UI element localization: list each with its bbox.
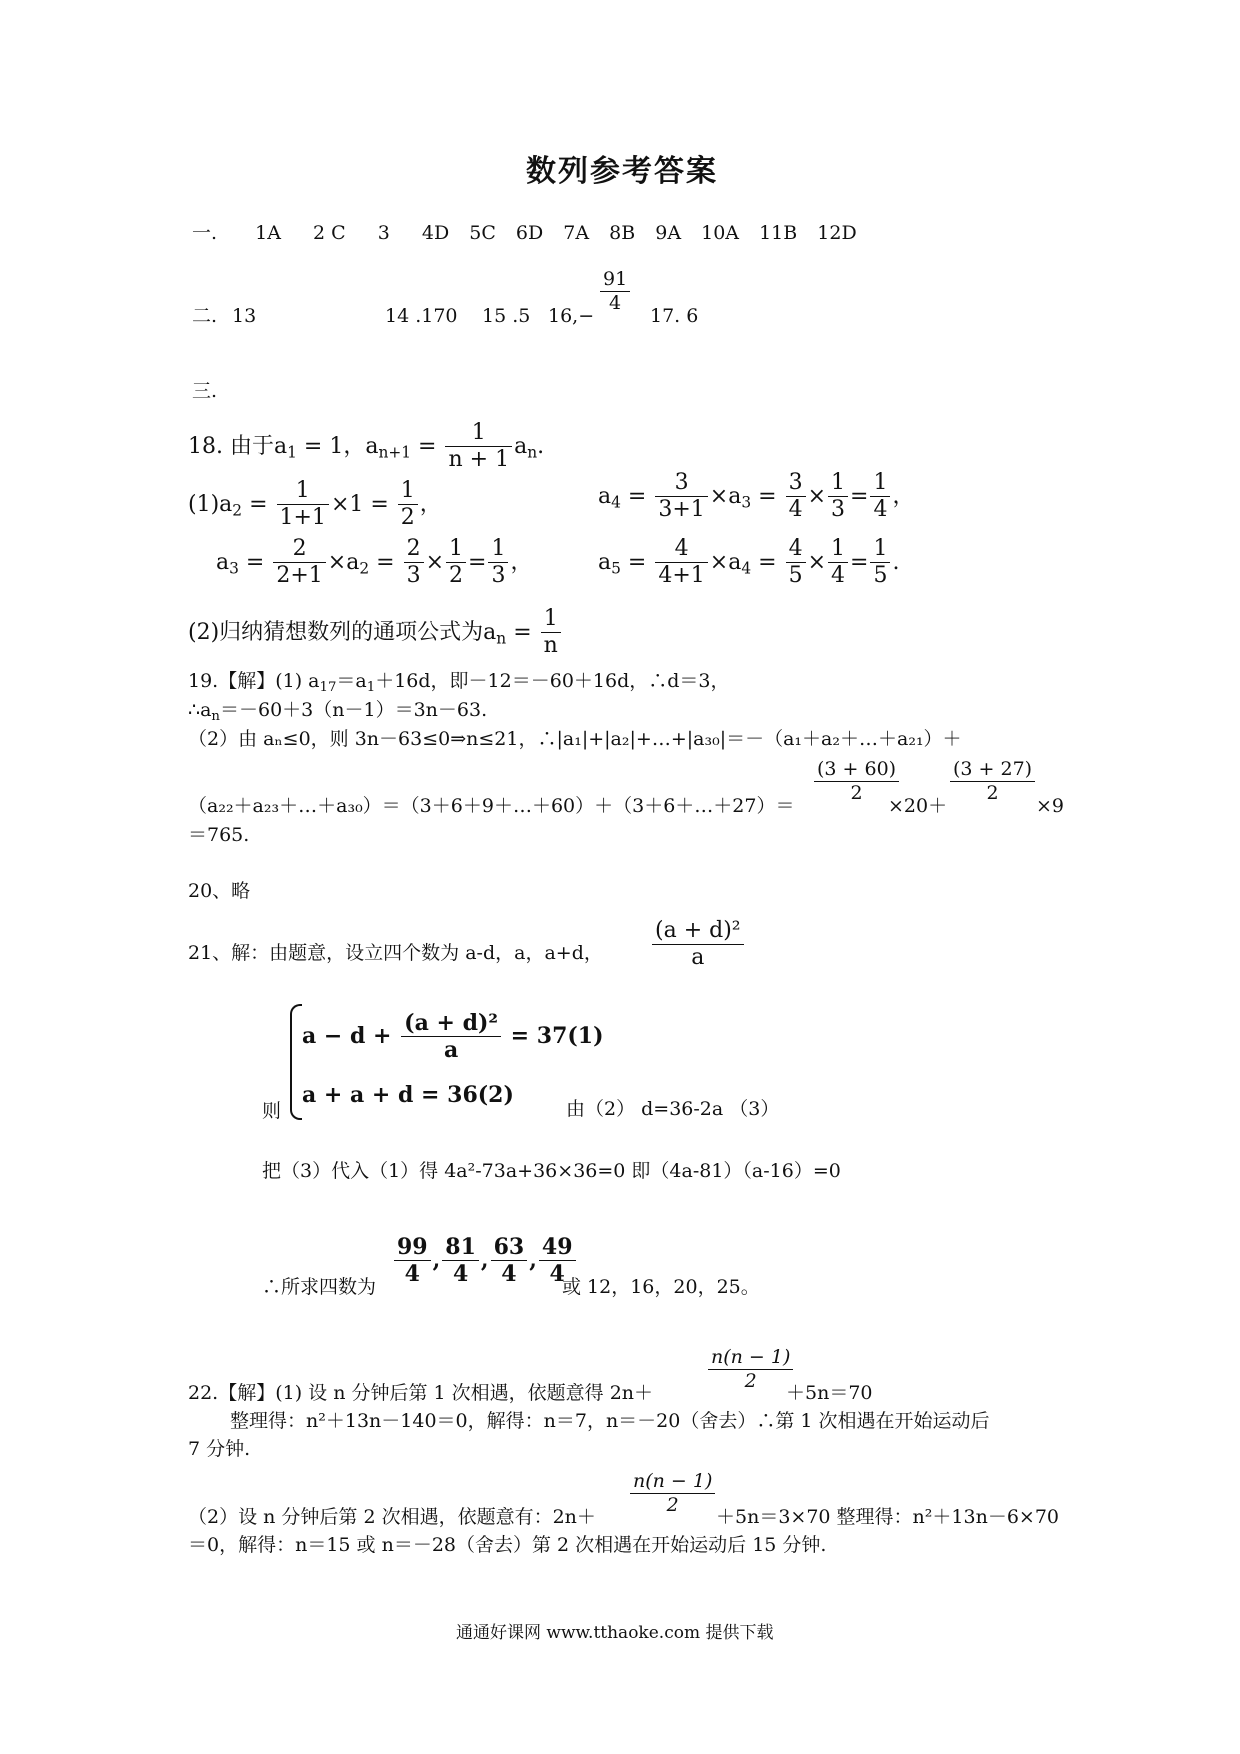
q19-mul-1: ×20＋	[888, 795, 948, 817]
subscript: 17	[319, 679, 337, 695]
fraction-denominator: 3	[491, 563, 506, 589]
part2-label: 二.	[192, 305, 218, 327]
fraction-numerator: (3 + 27)	[950, 758, 1035, 782]
part1-answer: 3	[377, 222, 390, 244]
q18-a2: $(1)a_2$ = $\frac{1}{1+1}$ ×1 = $\frac{1}{2}$ ，	[188, 478, 442, 531]
q21-result-prefix: ∴所求四数为	[262, 1276, 377, 1298]
q21-equation-1	[302, 1010, 604, 1064]
part2-answer-16-prefix: 16,−	[548, 305, 595, 327]
q18-intro-text: =	[411, 433, 444, 459]
fraction-numerator: 81	[442, 1234, 479, 1261]
q18-text: ×a	[709, 549, 742, 575]
fraction-denominator: 4	[831, 563, 845, 589]
subscript: 3	[741, 493, 752, 512]
q22-line3: 7 分钟.	[188, 1438, 251, 1460]
fraction-denominator: 3	[406, 563, 421, 589]
q22-line1: 22.【解】(1) 设 n 分钟后第 1 次相遇，依题意得 2n＋	[188, 1382, 654, 1404]
part2-answer-13: 13	[232, 305, 257, 327]
fraction-numerator: 1	[828, 536, 848, 563]
subscript: n	[211, 708, 220, 724]
fraction-denominator: 4	[404, 1261, 420, 1288]
fraction-denominator: a	[443, 1037, 459, 1064]
fraction-denominator: 2+1	[276, 563, 323, 589]
fraction-numerator: 4	[655, 536, 707, 563]
q19-text: ＋16d，即－12＝－60＋16d，∴d＝3，	[375, 670, 730, 692]
q18-text: ，	[510, 549, 533, 575]
fraction-numerator: 1	[541, 606, 561, 633]
fraction-denominator: 4	[549, 1261, 565, 1288]
subscript: 2	[232, 501, 243, 520]
part1-answer: 10A	[701, 222, 740, 244]
q18-text: a	[216, 549, 230, 575]
fraction-numerator: 99	[394, 1234, 431, 1261]
q18-a5: $a_5$ = $\frac{4}{4+1}$ $\times a_4$ = $\frac{4}{5}$ × $\frac{1}{4}$ = $\frac{1}{5}$ .	[598, 536, 900, 589]
q19-line2	[188, 699, 487, 726]
part1-label: 一.	[192, 222, 218, 244]
q21-intro-fraction	[650, 918, 746, 972]
fraction-denominator: 4	[609, 291, 622, 314]
fraction-denominator: 4	[788, 497, 803, 523]
q18-intro-text: a	[514, 433, 528, 459]
q22-line2: 整理得：n²＋13n－140＝0，解得：n＝7，n＝－20（舍去）∴第 1 次相遇在开始运动后	[230, 1410, 990, 1432]
part1-answer: 12D	[817, 222, 857, 244]
q19-text: ∴a	[188, 699, 212, 721]
subscript: n	[496, 629, 507, 648]
q18-text: ，	[892, 483, 915, 509]
page-title: 数列参考答案	[526, 154, 718, 189]
fraction-denominator: 2	[744, 1369, 757, 1392]
q18-text: ×a	[327, 549, 360, 575]
comma: ,	[529, 1246, 537, 1273]
fraction-numerator: 1	[488, 536, 508, 563]
q21-result-suffix: 或 12，16，20，25。	[562, 1276, 760, 1298]
fraction-numerator: 1	[398, 478, 418, 505]
part1-answer: 1A	[255, 222, 281, 244]
part1-answer: 2 C	[313, 222, 346, 244]
fraction-numerator: 1	[870, 536, 890, 563]
q22-line1-end: ＋5n＝70	[786, 1382, 873, 1404]
part1-answer: 7A	[563, 222, 590, 244]
fraction-denominator: 2	[666, 1493, 679, 1516]
fraction-denominator: 3	[831, 497, 845, 523]
fraction-numerator: 3	[786, 470, 806, 497]
fraction-numerator: 2	[273, 536, 325, 563]
q19-text: ＝a	[336, 670, 367, 692]
q19-line3: （2）由 aₙ≤0，则 3n－63≤0⇒n≤21，∴|a₁|+|a₂|+…+|a₃₀|＝－（a₁＋a₂＋…＋a₂₁）＋	[188, 728, 962, 750]
part2-answer-14: 14 .170	[385, 305, 458, 327]
fraction-denominator: 3+1	[658, 497, 705, 523]
q18-text: .	[892, 549, 900, 575]
comma: ,	[480, 1246, 489, 1273]
fraction-numerator: n(n − 1)	[708, 1346, 793, 1370]
q19-line4: （a₂₂＋a₂₃＋…＋a₃₀）＝（3＋6＋9＋…＋60）＋（3＋6＋…＋27）＝	[188, 795, 795, 817]
q18-text: =	[506, 619, 539, 645]
q18-text: ×1 =	[330, 491, 389, 517]
q21-text: a − d +	[302, 1022, 392, 1049]
subscript: 4	[611, 493, 621, 512]
fraction-denominator: n	[543, 633, 558, 659]
subscript: n	[527, 443, 538, 462]
q18-text: (2)归纳猜想数列的通项公式为a	[188, 619, 497, 645]
q18-text: a	[598, 549, 612, 575]
fraction-numerator: 63	[491, 1234, 528, 1261]
q18-text: (1)a	[188, 491, 233, 517]
part1-answer: 6D	[515, 222, 544, 244]
subscript: n+1	[378, 443, 412, 462]
fraction-denominator: 2	[986, 781, 999, 804]
q20-text: 20、略	[188, 880, 251, 902]
q22-line4: （2）设 n 分钟后第 2 次相遇，依题意有：2n＋	[188, 1506, 596, 1528]
system-brace	[290, 1004, 302, 1120]
q19-fraction-2	[948, 758, 1037, 805]
q21-then: 则	[262, 1100, 282, 1122]
part1-answer: 4D	[421, 222, 450, 244]
fraction-denominator: 5	[788, 563, 803, 589]
fraction-denominator: a	[691, 945, 705, 971]
q18-a4: $a_4$ = $\frac{3}{3+1}$ $\times a_3$ = $\frac{3}{4}$ × $\frac{1}{3}$ = $\frac{1}{4}$ ，	[598, 470, 915, 523]
q21-text: = 37(1)	[510, 1022, 604, 1049]
q19-text: 19.【解】(1) a	[188, 670, 320, 692]
fraction-denominator: 1+1	[279, 505, 326, 531]
subscript: 5	[611, 559, 621, 578]
q19-mul-2: ×9	[1036, 795, 1065, 817]
fraction-numerator: 91	[600, 268, 630, 292]
q18-text: ×a	[709, 483, 742, 509]
fraction-numerator: 1	[445, 420, 512, 447]
part1-answer: 11B	[759, 222, 798, 244]
subscript: 4	[741, 559, 752, 578]
fraction-numerator: 1	[828, 470, 848, 497]
q18-text: ，	[419, 491, 442, 517]
fraction-numerator: 4	[786, 536, 806, 563]
q18-part2	[188, 606, 563, 660]
fraction-numerator: 2	[404, 536, 424, 563]
q18-text: a	[598, 483, 612, 509]
fraction-numerator: (3 + 60)	[814, 758, 899, 782]
q22-fraction-2	[628, 1470, 717, 1517]
q18-intro-text: 18. 由于a	[188, 433, 288, 459]
part3-label: 三.	[192, 380, 218, 402]
fraction-denominator: 4	[873, 497, 888, 523]
q19-line5: ＝765.	[188, 824, 250, 846]
subscript: 1	[287, 443, 297, 462]
subscript: 2	[359, 559, 370, 578]
q18-intro-text: .	[537, 433, 545, 459]
fraction-numerator: 1	[277, 478, 329, 505]
fraction-denominator: 2	[449, 563, 463, 589]
part1-answer: 8B	[609, 222, 636, 244]
fraction-numerator: 1	[446, 536, 466, 563]
q18-intro	[188, 420, 544, 474]
q21-equation-2: a + a + d = 36(2)	[302, 1082, 514, 1108]
subscript: 1	[366, 679, 376, 695]
fraction-denominator: 4+1	[658, 563, 705, 589]
fraction-denominator: 4	[501, 1261, 517, 1288]
q18-a3: $a_3$ = $\frac{2}{2+1}$ $\times a_2$ = $\frac{2}{3}$ × $\frac{1}{2}$ = $\frac{1}{3}$ ，	[216, 536, 533, 589]
comma: ,	[432, 1246, 441, 1273]
q21-from2: 由（2） d=36-2a （3）	[566, 1098, 780, 1120]
fraction-denominator: n + 1	[448, 447, 510, 473]
q21-intro: 21、解：由题意，设立四个数为 a-d，a，a+d，	[188, 942, 603, 964]
fraction-denominator: 4	[452, 1261, 469, 1288]
q18-intro-text: = 1，a	[296, 433, 379, 459]
q19-text: ＝－60＋3（n－1）＝3n－63.	[220, 699, 488, 721]
q22-line4-end: ＋5n＝3×70 整理得：n²＋13n－6×70	[716, 1506, 1060, 1528]
fraction-numerator: 3	[655, 470, 707, 497]
fraction-denominator: 2	[400, 505, 415, 531]
footer-credit: 通通好课网 www.tthaoke.com 提供下载	[456, 1623, 774, 1643]
q21-substitution: 把（3）代入（1）得 4a²-73a+36×36=0 即（4a-81）（a-16）=0	[262, 1160, 841, 1182]
fraction-numerator: (a + d)²	[401, 1010, 501, 1037]
fraction-denominator: 5	[873, 563, 888, 589]
q22-line5: ＝0，解得：n＝15 或 n＝－28（舍去）第 2 次相遇在开始运动后 15 分钟.	[188, 1534, 827, 1556]
part1-answer: 9A	[655, 222, 682, 244]
part2-answer-15: 15 .5	[482, 305, 531, 327]
part2-answer-16-fraction	[598, 268, 632, 315]
fraction-numerator: 49	[539, 1234, 576, 1261]
fraction-denominator: 2	[850, 781, 863, 804]
fraction-numerator: 1	[870, 470, 890, 497]
part1-answer: 5C	[469, 222, 496, 244]
q19-line1	[188, 670, 730, 697]
fraction-numerator: n(n − 1)	[630, 1470, 715, 1494]
fraction-numerator: (a + d)²	[652, 918, 744, 945]
q21-result-fractions	[392, 1234, 578, 1288]
q22-fraction-1	[706, 1346, 795, 1393]
part1-line	[192, 222, 857, 246]
part2-answer-17: 17. 6	[650, 305, 699, 327]
subscript: 3	[229, 559, 239, 578]
